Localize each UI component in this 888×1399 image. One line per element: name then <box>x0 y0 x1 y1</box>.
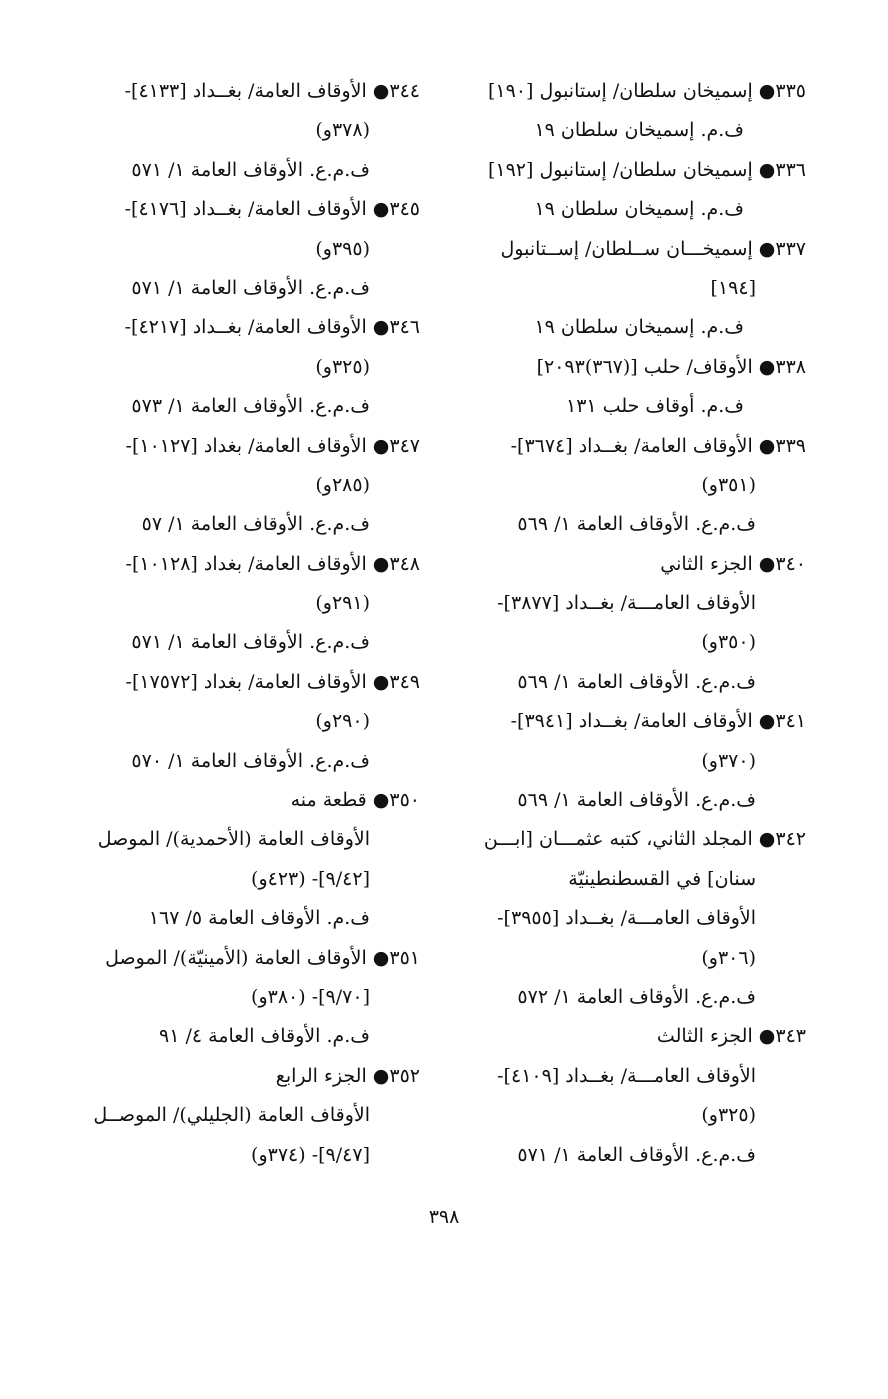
page-number: ٣٩٨ <box>428 1206 460 1228</box>
entry-detail-line: ف.م.ع. الأوقاف العامة ١/ ٥٧١ <box>131 158 370 181</box>
entry-line: ٣٣٨● الأوقاف/ حلب [(٣٦٧)٢٠٩٣] <box>536 355 806 378</box>
entry-detail-line: الأوقاف العامـــة/ بغــداد [٤١٠٩]- <box>497 1064 756 1087</box>
entry-line: ٣٤٨● الأوقاف العامة/ بغداد [١٠١٢٨]- <box>125 552 420 575</box>
entry-detail-line: [٩/٧٠]- (٣٨٠و) <box>251 985 370 1008</box>
entry-detail-line: (٣٢٥و) <box>701 1104 756 1127</box>
entry-detail-line: ف.م.ع. الأوقاف العامة ١/ ٥٦٩ <box>517 513 756 536</box>
entry-detail-line: ف.م.ع. الأوقاف العامة ١/ ٥٧٣ <box>131 395 370 418</box>
entry-detail-line: (٢٩١و) <box>315 592 370 615</box>
entry-line: ٣٤٣● الجزء الثالث <box>656 1025 806 1048</box>
entry-line: ٣٣٦● إسميخان سلطان/ إستانبول [١٩٢] <box>487 158 806 181</box>
entry-line: ٣٤٢● المجلد الثاني، كتبه عثمـــان [ابـــن <box>483 828 806 851</box>
entry-detail-line: (٣٠٦و) <box>701 946 756 969</box>
entry-line: ٣٣٧● إسميخـــان ســلطان/ إســتانبول <box>500 237 806 260</box>
entry-detail-line: (٣٧٠و) <box>701 749 756 772</box>
entry-detail-line: ف.م. الأوقاف العامة ٥/ ١٦٧ <box>148 907 370 930</box>
entry-line: ٣٤٧● الأوقاف العامة/ بغداد [١٠١٢٧]- <box>125 434 420 457</box>
entry-detail-line: ف.م.ع. الأوقاف العامة ١/ ٥٧ <box>141 513 370 536</box>
entry-line: ٣٤٩● الأوقاف العامة/ بغداد [١٧٥٧٢]- <box>125 670 420 693</box>
entry-detail-line: ف.م.ع. الأوقاف العامة ١/ ٥٧١ <box>131 276 370 299</box>
entry-detail-line: [٩/٤٧]- (٣٧٤و) <box>251 1143 370 1166</box>
entry-detail-line: ف.م.ع. الأوقاف العامة ١/ ٥٧١ <box>517 1143 756 1166</box>
entry-line: ٣٤١● الأوقاف العامة/ بغــداد [٣٩٤١]- <box>510 710 806 733</box>
entry-detail-line: (٣٢٥و) <box>315 355 370 378</box>
entry-detail-line: ف.م. إسميخان سلطان ١٩ <box>534 119 744 142</box>
entry-line: ٣٥٠● قطعة منه <box>290 789 420 812</box>
entry-detail-line: (٣٧٨و) <box>315 119 370 142</box>
entry-line: ٣٤٤● الأوقاف العامة/ بغــداد [٤١٣٣]- <box>124 80 420 102</box>
entry-detail-line: ف.م. إسميخان سلطان ١٩ <box>534 198 744 221</box>
entry-line: ٣٣٩● الأوقاف العامة/ بغــداد [٣٦٧٤]- <box>510 434 806 457</box>
entry-detail-line: ف.م. الأوقاف العامة ٤/ ٩١ <box>159 1025 370 1048</box>
entry-detail-line: ف.م. أوقاف حلب ١٣١ <box>566 395 744 418</box>
entry-detail-line: (٢٨٥و) <box>315 473 370 496</box>
entry-line: ٣٥٢● الجزء الرابع <box>275 1064 420 1087</box>
entry-detail-line: ف.م.ع. الأوقاف العامة ١/ ٥٧١ <box>131 631 370 654</box>
entry-detail-line: ف.م.ع. الأوقاف العامة ١/ ٥٧٠ <box>131 749 370 772</box>
entry-detail-line: (٣٥٠و) <box>701 631 756 654</box>
entry-detail-line: [٩/٤٢]- (٤٢٣و) <box>251 867 370 890</box>
entry-detail-line: ف.م.ع. الأوقاف العامة ١/ ٥٦٩ <box>517 670 756 693</box>
entry-line: ٣٤٠● الجزء الثاني <box>660 552 806 575</box>
entry-detail-line: الأوقاف العامـــة/ بغــداد [٣٩٥٥]- <box>497 907 756 930</box>
left-column <box>70 72 420 1175</box>
entry-line: ٣٥١● الأوقاف العامة (الأمينيّة)/ الموصل <box>105 946 420 969</box>
entry-line: ٣٤٦● الأوقاف العامة/ بغــداد [٤٢١٧]- <box>124 316 420 339</box>
entry-detail-line: (٣٩٥و) <box>315 237 370 260</box>
entry-detail-line: ف.م.ع. الأوقاف العامة ١/ ٥٦٩ <box>517 789 756 812</box>
entry-detail-line: الأوقاف العامة (الأحمدية)/ الموصل <box>97 828 370 851</box>
entry-detail-line: ف.م.ع. الأوقاف العامة ١/ ٥٧٢ <box>517 985 756 1008</box>
entry-line: ٣٣٥● إسميخان سلطان/ إستانبول [١٩٠] <box>487 80 806 102</box>
entry-detail-line: [١٩٤] <box>710 276 756 299</box>
entry-detail-line: الأوقاف العامـــة/ بغــداد [٣٨٧٧]- <box>497 592 756 615</box>
entry-detail-line: ف.م. إسميخان سلطان ١٩ <box>534 316 744 339</box>
entry-detail-line: (٢٩٠و) <box>315 710 370 733</box>
entry-detail-line: الأوقاف العامة (الجليلي)/ الموصــل <box>93 1104 370 1127</box>
entry-line: ٣٤٥● الأوقاف العامة/ بغــداد [٤١٧٦]- <box>124 198 420 221</box>
right-column <box>454 72 806 1175</box>
entry-detail-line: (٣٥١و) <box>701 473 756 496</box>
entry-detail-line: سنان] في القسطنطينيّة <box>568 867 756 890</box>
